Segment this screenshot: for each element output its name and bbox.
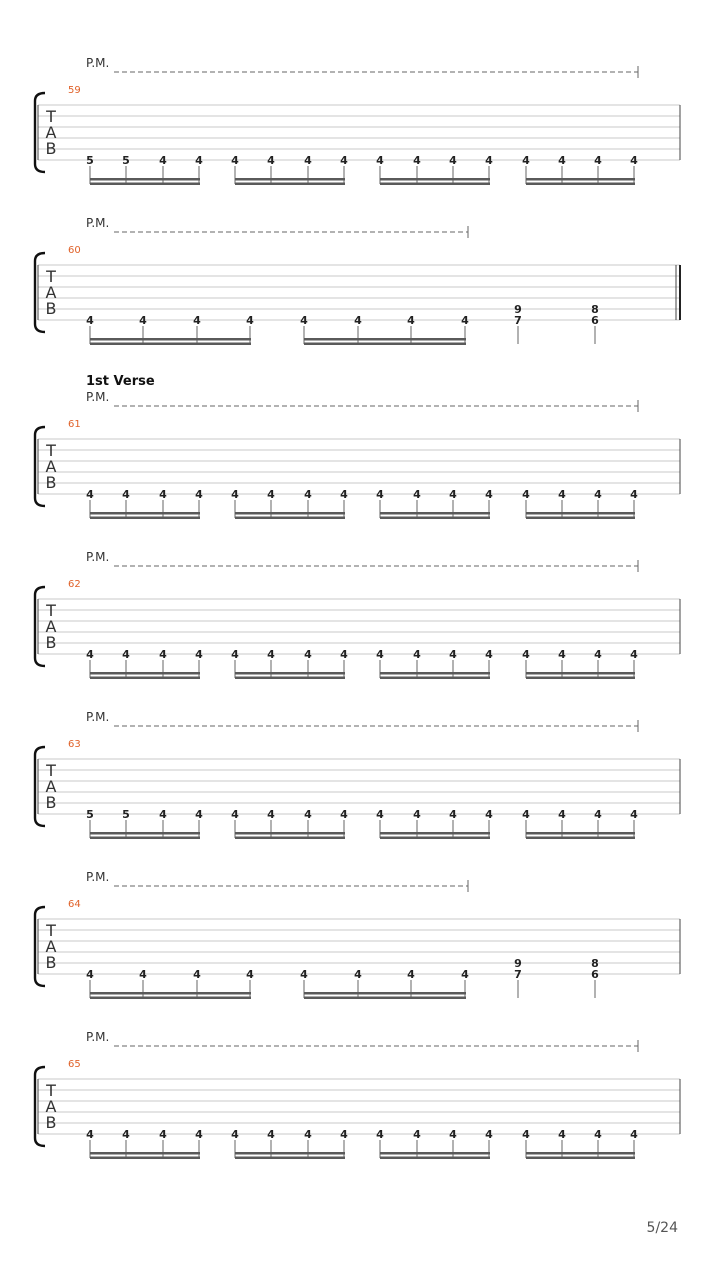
beam (526, 832, 635, 835)
beam (526, 672, 635, 675)
fret-number: 4 (231, 1128, 239, 1141)
palm-mute-label: P.M. (86, 1030, 110, 1044)
beam (90, 1152, 200, 1155)
fret-number: 4 (558, 488, 566, 501)
beam (526, 517, 635, 520)
fret-number: 4 (304, 154, 312, 167)
fret-number: 4 (86, 488, 94, 501)
fret-number: 4 (376, 488, 384, 501)
palm-mute-label: P.M. (86, 870, 110, 884)
beam (304, 343, 466, 346)
tab-clef-letter: A (45, 123, 57, 142)
fret-number: 4 (267, 648, 275, 661)
fret-number: 4 (340, 808, 348, 821)
palm-mute-label: P.M. (86, 216, 110, 230)
measure-number: 60 (68, 245, 81, 256)
fret-number: 4 (193, 968, 201, 981)
beam (304, 997, 466, 1000)
fret-number: 4 (558, 154, 566, 167)
fret-number: 4 (267, 488, 275, 501)
tab-clef-letter: T (46, 1081, 56, 1100)
beam (380, 178, 490, 181)
fret-number: 4 (195, 488, 203, 501)
fret-number: 4 (485, 648, 493, 661)
fret-number: 4 (231, 808, 239, 821)
fret-number: 4 (376, 808, 384, 821)
tab-clef-letter: B (45, 1113, 57, 1132)
fret-number: 4 (86, 314, 94, 327)
fret-number: 4 (267, 808, 275, 821)
fret-number: 6 (591, 968, 599, 981)
fret-number: 4 (485, 1128, 493, 1141)
tab-clef-letter: B (45, 299, 57, 318)
tab-clef-letter: A (45, 1097, 57, 1116)
beam (380, 1152, 490, 1155)
palm-mute-label: P.M. (86, 56, 110, 70)
fret-number: 4 (630, 648, 638, 661)
beam (90, 178, 200, 181)
fret-number: 4 (86, 648, 94, 661)
fret-number: 4 (195, 1128, 203, 1141)
fret-number: 4 (340, 1128, 348, 1141)
beam (235, 512, 345, 515)
beam (235, 183, 345, 186)
fret-number: 4 (522, 488, 530, 501)
fret-number: 4 (246, 968, 254, 981)
measure-number: 64 (68, 899, 81, 910)
tab-clef-letter: A (45, 283, 57, 302)
fret-number: 4 (413, 648, 421, 661)
fret-number: 4 (304, 808, 312, 821)
fret-number: 5 (122, 154, 130, 167)
fret-number: 4 (594, 154, 602, 167)
fret-number: 8 (591, 303, 599, 316)
beam (380, 677, 490, 680)
measure-number: 63 (68, 739, 81, 750)
fret-number: 4 (413, 154, 421, 167)
beam (90, 677, 200, 680)
fret-number: 4 (340, 488, 348, 501)
tab-clef-letter: B (45, 139, 57, 158)
fret-number: 4 (630, 488, 638, 501)
tab-clef-letter: B (45, 793, 57, 812)
fret-number: 6 (591, 314, 599, 327)
fret-number: 4 (195, 154, 203, 167)
fret-number: 4 (522, 1128, 530, 1141)
fret-number: 4 (231, 154, 239, 167)
fret-number: 4 (522, 154, 530, 167)
fret-number: 4 (558, 1128, 566, 1141)
fret-number: 4 (449, 488, 457, 501)
beam (380, 183, 490, 186)
fret-number: 4 (267, 1128, 275, 1141)
tab-clef-letter: B (45, 473, 57, 492)
fret-number: 4 (86, 968, 94, 981)
beam (90, 512, 200, 515)
tab-clef-letter: A (45, 617, 57, 636)
fret-number: 4 (159, 808, 167, 821)
fret-number: 4 (485, 488, 493, 501)
fret-number: 4 (354, 968, 362, 981)
beam (380, 512, 490, 515)
beam (235, 832, 345, 835)
tab-clef-letter: T (46, 921, 56, 940)
fret-number: 4 (231, 648, 239, 661)
fret-number: 7 (514, 968, 522, 981)
fret-number: 4 (558, 808, 566, 821)
fret-number: 4 (195, 648, 203, 661)
fret-number: 4 (195, 808, 203, 821)
fret-number: 4 (407, 314, 415, 327)
tab-clef-letter: T (46, 441, 56, 460)
fret-number: 4 (139, 314, 147, 327)
fret-number: 4 (630, 1128, 638, 1141)
beam (90, 832, 200, 835)
beam (90, 343, 251, 346)
beam (235, 1157, 345, 1160)
measure-number: 61 (68, 419, 81, 430)
fret-number: 4 (300, 314, 308, 327)
fret-number: 4 (558, 648, 566, 661)
beam (380, 1157, 490, 1160)
fret-number: 4 (139, 968, 147, 981)
tab-clef-letter: A (45, 937, 57, 956)
fret-number: 4 (449, 648, 457, 661)
beam (90, 837, 200, 840)
beam (304, 992, 466, 995)
beam (304, 338, 466, 341)
measure-number: 62 (68, 579, 81, 590)
fret-number: 5 (86, 154, 94, 167)
palm-mute-label: P.M. (86, 550, 110, 564)
beam (90, 338, 251, 341)
fret-number: 4 (159, 488, 167, 501)
palm-mute-label: P.M. (86, 710, 110, 724)
fret-number: 4 (594, 808, 602, 821)
fret-number: 4 (193, 314, 201, 327)
fret-number: 4 (267, 154, 275, 167)
beam (235, 837, 345, 840)
tab-clef-letter: A (45, 777, 57, 796)
beam (526, 837, 635, 840)
beam (526, 1152, 635, 1155)
measure-number: 59 (68, 85, 81, 96)
beam (235, 672, 345, 675)
beam (526, 178, 635, 181)
fret-number: 4 (300, 968, 308, 981)
beam (380, 837, 490, 840)
fret-number: 4 (449, 154, 457, 167)
beam (380, 832, 490, 835)
tab-clef-letter: T (46, 107, 56, 126)
fret-number: 4 (304, 648, 312, 661)
fret-number: 4 (122, 1128, 130, 1141)
beam (235, 1152, 345, 1155)
fret-number: 4 (159, 1128, 167, 1141)
beam (90, 672, 200, 675)
fret-number: 5 (122, 808, 130, 821)
section-title: 1st Verse (86, 374, 155, 389)
fret-number: 4 (86, 1128, 94, 1141)
fret-number: 4 (522, 808, 530, 821)
fret-number: 4 (122, 648, 130, 661)
fret-number: 4 (407, 968, 415, 981)
beam (90, 997, 251, 1000)
tab-clef-letter: T (46, 267, 56, 286)
fret-number: 4 (304, 1128, 312, 1141)
page-number: 5/24 (646, 1220, 678, 1236)
fret-number: 4 (159, 648, 167, 661)
beam (90, 183, 200, 186)
fret-number: 4 (522, 648, 530, 661)
fret-number: 9 (514, 303, 522, 316)
fret-number: 4 (340, 648, 348, 661)
beam (235, 677, 345, 680)
fret-number: 4 (304, 488, 312, 501)
beam (90, 992, 251, 995)
beam (235, 517, 345, 520)
fret-number: 4 (376, 648, 384, 661)
beam (235, 178, 345, 181)
fret-number: 5 (86, 808, 94, 821)
beam (380, 672, 490, 675)
fret-number: 4 (485, 808, 493, 821)
fret-number: 4 (594, 488, 602, 501)
fret-number: 4 (594, 648, 602, 661)
measure-number: 65 (68, 1059, 81, 1070)
fret-number: 4 (376, 154, 384, 167)
fret-number: 4 (354, 314, 362, 327)
tab-clef-letter: B (45, 953, 57, 972)
beam (90, 517, 200, 520)
fret-number: 4 (449, 1128, 457, 1141)
fret-number: 4 (461, 968, 469, 981)
fret-number: 4 (413, 808, 421, 821)
fret-number: 4 (485, 154, 493, 167)
beam (380, 517, 490, 520)
beam (90, 1157, 200, 1160)
tab-clef-letter: A (45, 457, 57, 476)
fret-number: 4 (630, 808, 638, 821)
fret-number: 4 (122, 488, 130, 501)
fret-number: 4 (413, 488, 421, 501)
beam (526, 1157, 635, 1160)
fret-number: 4 (461, 314, 469, 327)
fret-number: 4 (594, 1128, 602, 1141)
fret-number: 4 (630, 154, 638, 167)
fret-number: 9 (514, 957, 522, 970)
fret-number: 4 (246, 314, 254, 327)
fret-number: 4 (231, 488, 239, 501)
tab-clef-letter: B (45, 633, 57, 652)
fret-number: 4 (376, 1128, 384, 1141)
tab-clef-letter: T (46, 761, 56, 780)
fret-number: 7 (514, 314, 522, 327)
fret-number: 8 (591, 957, 599, 970)
beam (526, 677, 635, 680)
fret-number: 4 (159, 154, 167, 167)
palm-mute-label: P.M. (86, 390, 110, 404)
tab-clef-letter: T (46, 601, 56, 620)
fret-number: 4 (413, 1128, 421, 1141)
beam (526, 183, 635, 186)
fret-number: 4 (340, 154, 348, 167)
beam (526, 512, 635, 515)
fret-number: 4 (449, 808, 457, 821)
